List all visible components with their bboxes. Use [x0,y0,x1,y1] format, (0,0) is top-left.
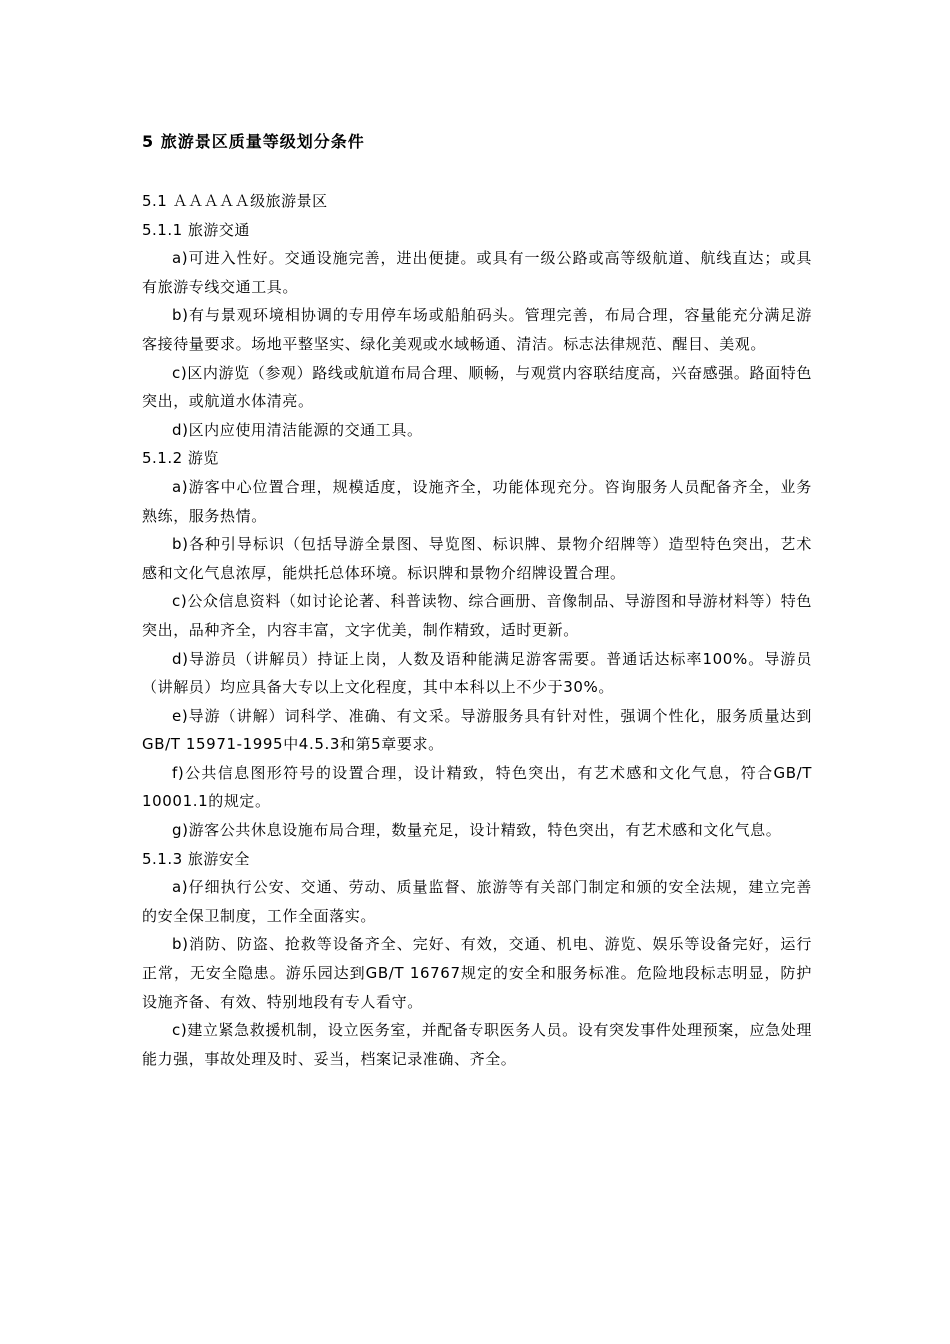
chapter-title: 5 旅游景区质量等级划分条件 [142,132,365,151]
paragraph-5-1-2-f: f)公共信息图形符号的设置合理，设计精致，特色突出，有艺术感和文化气息，符合GB/T 10001.1的规定。 [142,763,812,811]
paragraph-5-1-3-b: b)消防、防盗、抢救等设备齐全、完好、有效，交通、机电、游览、娱乐等设备完好，运行正常，无安全隐患。游乐园达到GB/T 16767规定的安全和服务标准。危险地段标志明显，防护设施齐备、有效、特别地段有专人看守。 [142,935,812,1011]
paragraph-5-1-2-b: b)各种引导标识（包括导游全景图、导览图、标识牌、景物介绍牌等）造型特色突出，艺术感和文化气息浓厚，能烘托总体环境。标识牌和景物介绍牌设置合理。 [142,535,812,582]
paragraph-5-1-2-d: d)导游员（讲解员）持证上岗，人数及语种能满足游客需要。普通话达标率100%。导游员（讲解员）均应具备大专以上文化程度，其中本科以上不少于30%。 [142,649,812,697]
paragraph-5-1-1-a: a)可进入性好。交通设施完善，进出便捷。或具有一级公路或高等级航道、航线直达；或具有旅游专线交通工具。 [142,249,812,296]
paragraph-5-1-3-a: a)仔细执行公安、交通、劳动、质量监督、旅游等有关部门制定和颁的安全法规，建立完善的安全保卫制度，工作全面落实。 [142,878,812,925]
section-heading-5-1-3: 5.1.3 旅游安全 [142,849,250,868]
document-page [142,130,812,1073]
section-heading-5-1-2: 5.1.2 游览 [142,449,219,468]
paragraph-5-1-2-c: c)公众信息资料（如讨论论著、科普读物、综合画册、音像制品、导游图和导游材料等）特色突出，品种齐全，内容丰富，文字优美，制作精致，适时更新。 [142,592,812,639]
paragraph-5-1-2-e: e)导游（讲解）词科学、准确、有文采。导游服务具有针对性，强调个性化，服务质量达到GB/T 15971-1995中4.5.3和第5章要求。 [142,706,812,754]
paragraph-5-1-1-d: d)区内应使用清洁能源的交通工具。 [172,420,423,439]
paragraph-5-1-2-g: g)游客公共休息设施布局合理，数量充足，设计精致，特色突出，有艺术感和文化气息。 [172,821,782,840]
paragraph-5-1-1-c: c)区内游览（参观）路线或航道布局合理、顺畅，与观赏内容联结度高，兴奋感强。路面特色突出，或航道水体清亮。 [142,363,812,411]
section-heading-5-1: 5.1 ＡＡＡＡＡ级旅游景区 [142,192,328,210]
section-heading-5-1-1: 5.1.1 旅游交通 [142,220,250,239]
paragraph-5-1-2-a: a)游客中心位置合理，规模适度，设施齐全，功能体现充分。咨询服务人员配备齐全，业务熟练，服务热情。 [142,477,812,525]
paragraph-5-1-1-b: b)有与景观环境相协调的专用停车场或船舶码头。管理完善，布局合理，容量能充分满足游客接待量要求。场地平整坚实、绿化美观或水域畅通、清洁。标志法律规范、醒目、美观。 [142,306,812,353]
paragraph-5-1-3-c: c)建立紧急救援机制，设立医务室，并配备专职医务人员。设有突发事件处理预案，应急处理能力强，事故处理及时、妥当，档案记录准确、齐全。 [142,1021,812,1068]
